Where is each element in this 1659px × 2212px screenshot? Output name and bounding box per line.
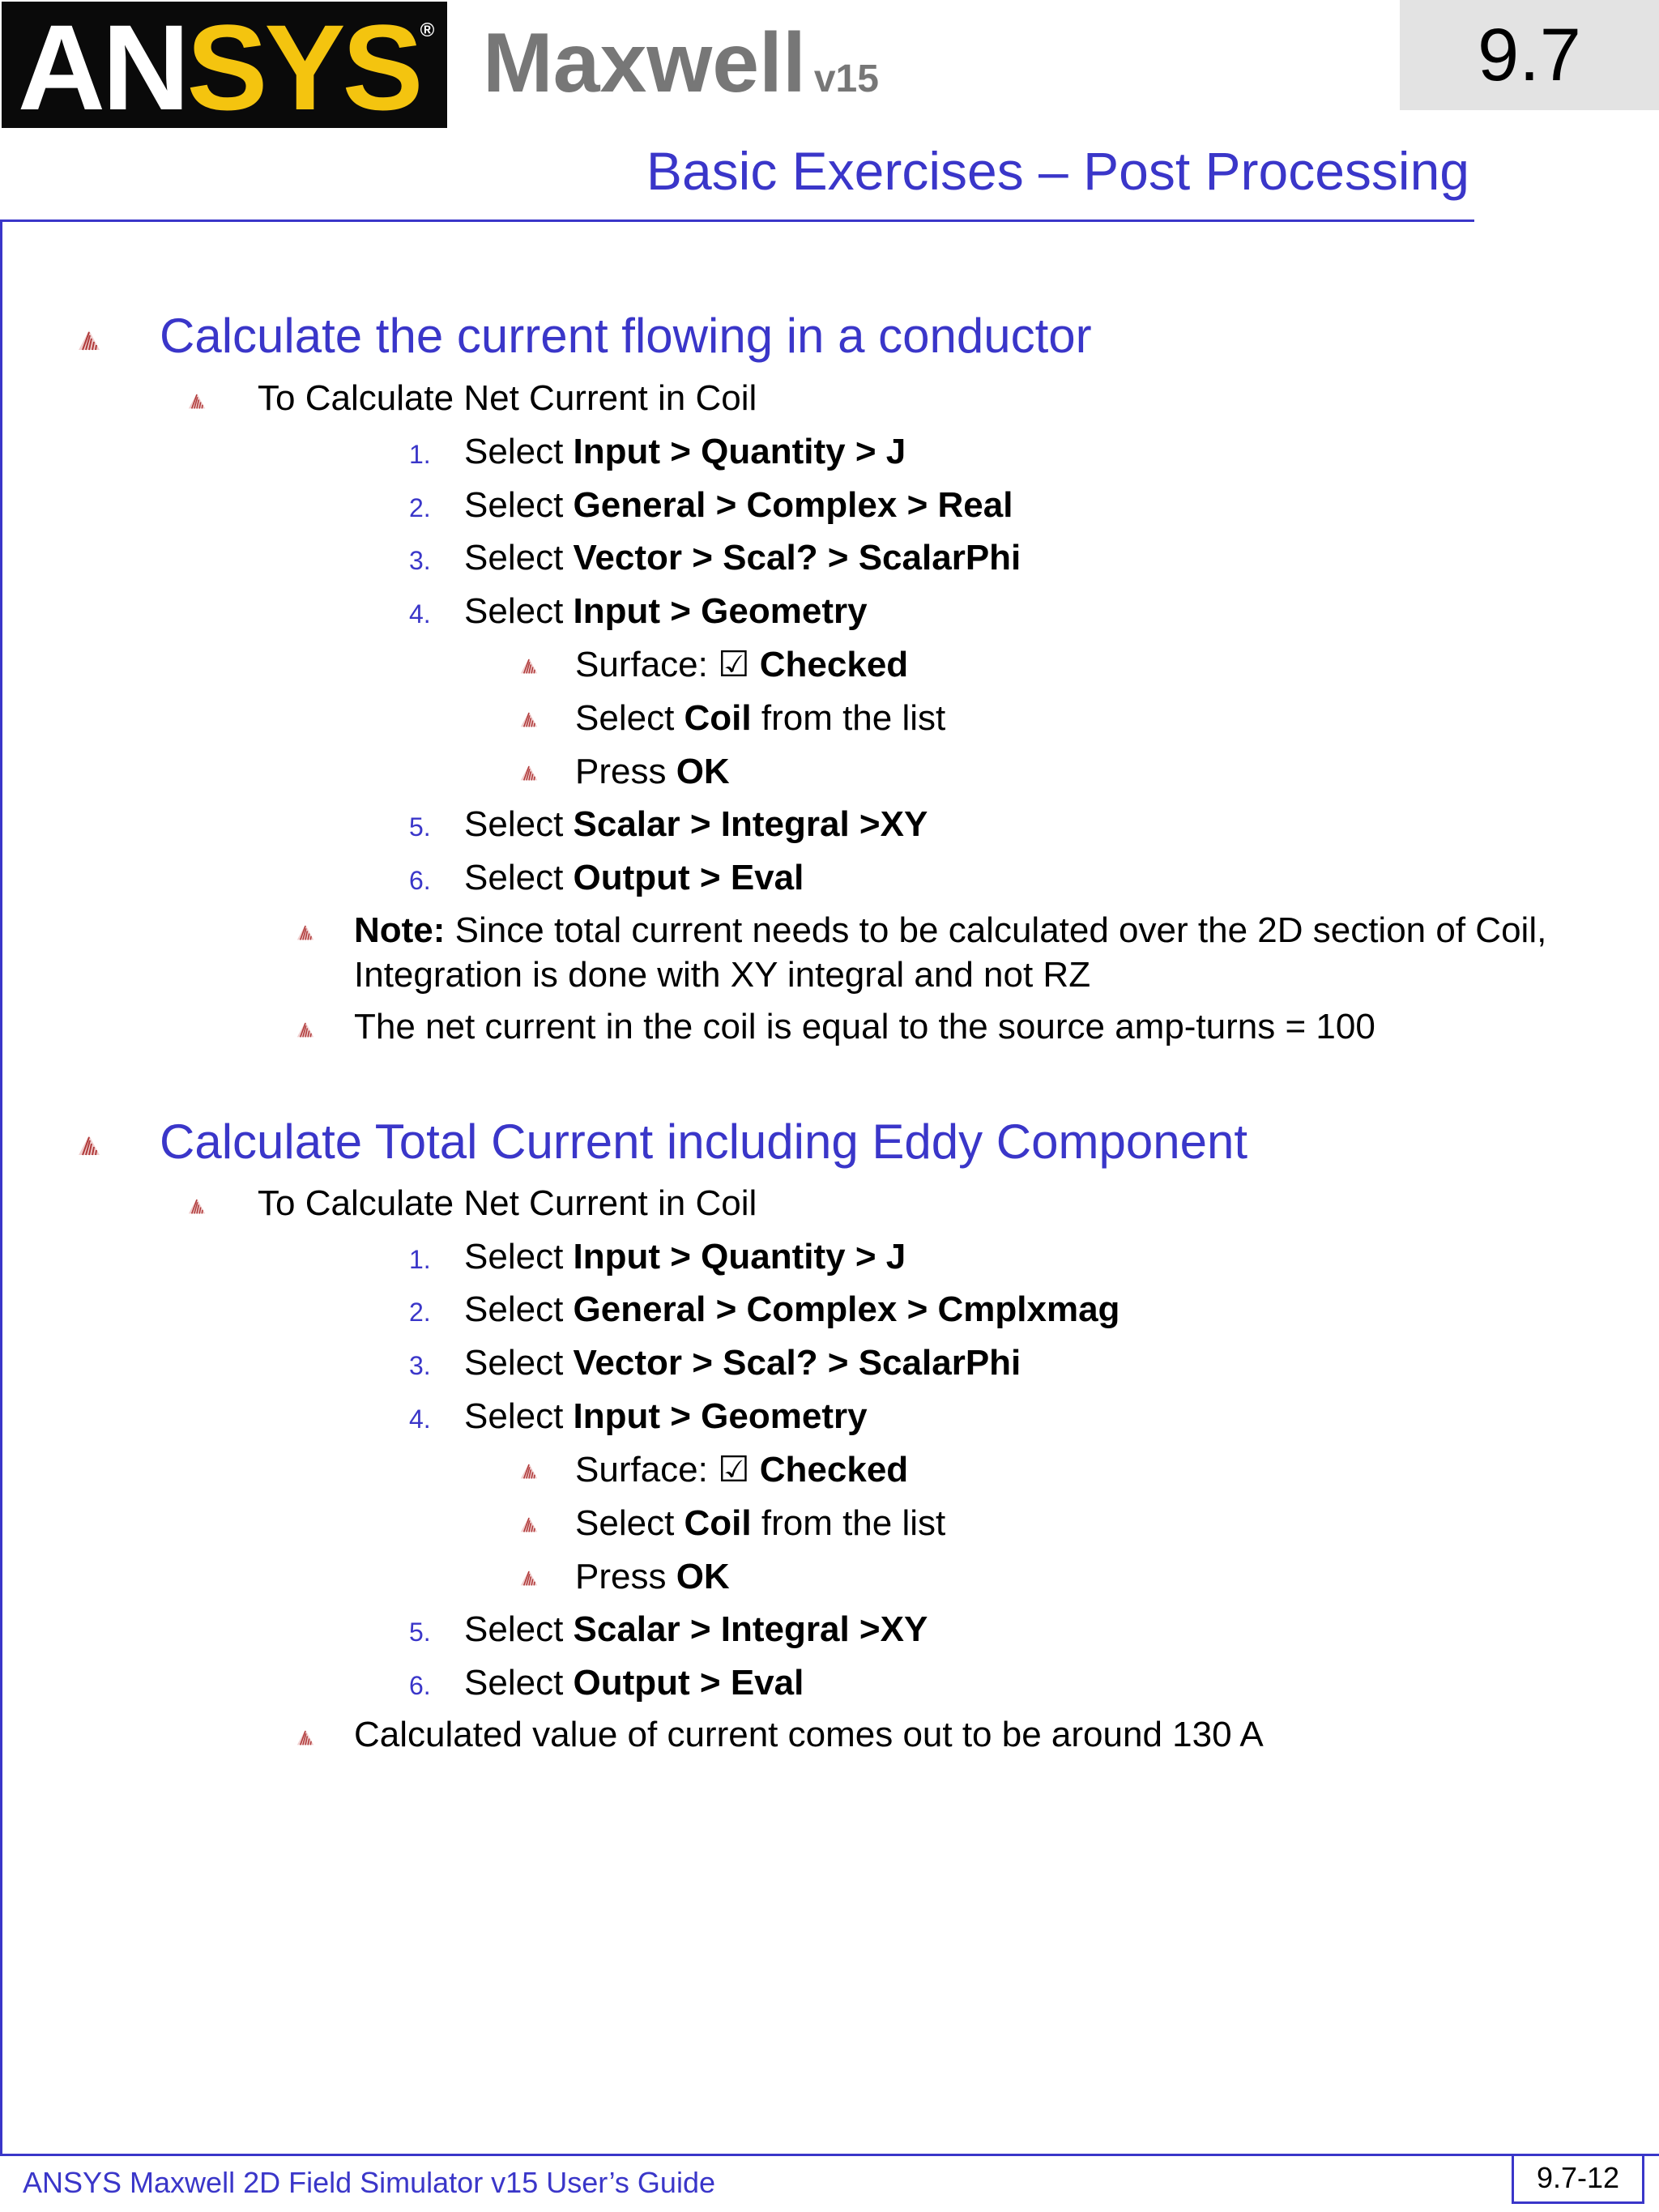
section1-result: The net current in the coil is equal to the source amp-turns = 100	[354, 1007, 1375, 1046]
step-menu-path: Vector > Scal? > ScalarPhi	[573, 1343, 1021, 1383]
step-number: 3.	[409, 1351, 431, 1380]
logo-registered-mark: ®	[420, 19, 432, 41]
sub-item-bold: OK	[676, 752, 730, 791]
step-number: 2.	[409, 493, 431, 522]
step-prefix: Select	[464, 1343, 574, 1383]
sub-item-bold: Coil	[684, 1503, 752, 1543]
step-menu-path: Input > Quantity > J	[573, 1237, 906, 1276]
sub-item	[575, 1559, 730, 1595]
page-number: 9.7-12	[1512, 2154, 1644, 2204]
step-prefix: Select	[464, 432, 574, 471]
step-text	[464, 591, 868, 631]
sub-item-prefix: Select	[575, 698, 684, 738]
step-text	[464, 1239, 906, 1275]
step-text	[464, 434, 906, 470]
step-number: 1.	[409, 1245, 431, 1274]
step-text	[464, 485, 1013, 525]
bullet-icon	[296, 923, 314, 941]
section1-subheading: To Calculate Net Current in Coil	[258, 378, 757, 418]
sub-item	[575, 1503, 946, 1543]
note-line-1	[354, 910, 1547, 950]
footer-rule	[0, 2154, 1659, 2156]
sub-item-prefix: Surface:	[575, 1450, 719, 1490]
logo-text-an: AN	[17, 0, 187, 135]
bullet-icon	[188, 1197, 206, 1215]
bullet-icon	[520, 657, 538, 675]
product-name	[483, 16, 879, 110]
header-rule	[0, 219, 1474, 222]
product-title: Maxwell	[483, 16, 806, 110]
sub-item-prefix: Press	[575, 752, 676, 791]
step-prefix: Select	[464, 858, 574, 897]
step-number: 6.	[409, 1671, 431, 1700]
step-prefix: Select	[464, 1289, 574, 1329]
step-text	[464, 860, 804, 896]
section-title: Basic Exercises – Post Processing	[646, 141, 1469, 201]
step-number: 4.	[409, 1404, 431, 1434]
left-rule	[0, 219, 2, 2155]
section1-heading: Calculate the current flowing in a conductor	[160, 309, 1092, 363]
step-text	[464, 804, 928, 844]
step-menu-path: Scalar > Integral >XY	[573, 804, 928, 844]
step-prefix: Select	[464, 1396, 574, 1436]
bullet-icon	[78, 329, 100, 352]
sub-item	[575, 754, 730, 790]
sub-item-prefix: Press	[575, 1557, 676, 1596]
note-text: Since total current needs to be calculated over the 2D section of Coil,	[445, 910, 1547, 950]
bullet-icon	[520, 710, 538, 728]
ansys-logo	[2, 0, 447, 135]
step-text	[464, 1665, 804, 1701]
step-menu-path: Output > Eval	[573, 1663, 804, 1703]
section2-subheading: To Calculate Net Current in Coil	[258, 1183, 757, 1223]
bullet-icon	[296, 1728, 314, 1746]
step-menu-path: Input > Geometry	[573, 591, 868, 631]
step-text	[464, 1396, 868, 1436]
step-prefix: Select	[464, 538, 574, 578]
sub-item-suffix: from the list	[751, 1503, 946, 1543]
step-menu-path: General > Complex > Cmplxmag	[573, 1289, 1120, 1329]
chapter-number: 9.7	[1400, 0, 1659, 110]
step-menu-path: Output > Eval	[573, 858, 804, 897]
step-text	[464, 1289, 1120, 1329]
step-prefix: Select	[464, 485, 574, 525]
step-prefix: Select	[464, 1609, 574, 1649]
step-menu-path: Input > Quantity > J	[573, 432, 906, 471]
sub-item-prefix: Surface:	[575, 645, 719, 684]
step-number: 4.	[409, 599, 431, 629]
bullet-icon	[296, 1021, 314, 1038]
sub-item	[575, 1452, 908, 1488]
step-prefix: Select	[464, 1237, 574, 1276]
step-number: 2.	[409, 1298, 431, 1327]
step-text	[464, 540, 1021, 576]
checked-label: ☑ Checked	[718, 1450, 909, 1490]
step-text	[464, 1609, 928, 1649]
step-prefix: Select	[464, 804, 574, 844]
step-menu-path: Scalar > Integral >XY	[573, 1609, 928, 1649]
step-text	[464, 1345, 1021, 1381]
bullet-icon	[188, 392, 206, 410]
step-menu-path: Vector > Scal? > ScalarPhi	[573, 538, 1021, 578]
step-number: 5.	[409, 1617, 431, 1647]
step-number: 3.	[409, 546, 431, 575]
section2-heading: Calculate Total Current including Eddy Component	[160, 1115, 1247, 1169]
step-prefix: Select	[464, 1663, 574, 1703]
step-menu-path: General > Complex > Real	[573, 485, 1013, 525]
step-prefix: Select	[464, 591, 574, 631]
sub-item-bold: Coil	[684, 698, 752, 738]
step-number: 6.	[409, 866, 431, 895]
step-menu-path: Input > Geometry	[573, 1396, 868, 1436]
footer-guide-title: ANSYS Maxwell 2D Field Simulator v15 User’s Guide	[23, 2166, 715, 2199]
step-number: 1.	[409, 440, 431, 469]
step-number: 5.	[409, 812, 431, 842]
bullet-icon	[520, 1569, 538, 1587]
checked-label: ☑ Checked	[718, 645, 909, 684]
note-label: Note:	[354, 910, 446, 950]
product-version: v15	[813, 58, 879, 100]
sub-item	[575, 647, 908, 683]
sub-item	[575, 698, 946, 738]
bullet-icon	[520, 1515, 538, 1533]
note-line-2: Integration is done with XY integral and not RZ	[354, 955, 1091, 995]
bullet-icon	[520, 1462, 538, 1480]
logo-text-sys: SYS	[186, 0, 420, 135]
sub-item-prefix: Select	[575, 1503, 684, 1543]
bullet-icon	[78, 1134, 100, 1157]
bullet-icon	[520, 764, 538, 782]
section2-result: Calculated value of current comes out to be around 130 A	[354, 1715, 1264, 1754]
sub-item-suffix: from the list	[751, 698, 946, 738]
sub-item-bold: OK	[676, 1557, 730, 1596]
